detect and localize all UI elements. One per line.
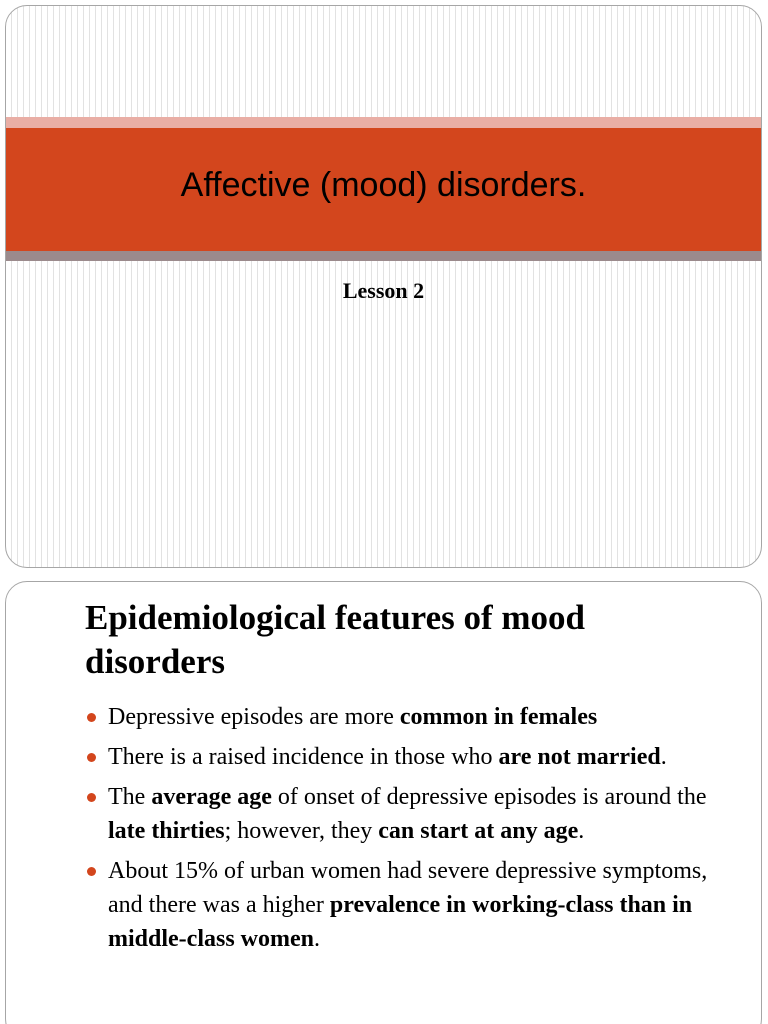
bullet-text: The — [108, 784, 152, 810]
bullet-item — [85, 780, 725, 848]
bullet-emphasis: can start at any age — [378, 818, 579, 844]
bullet-text: There is a raised incidence in those who — [108, 744, 499, 770]
bullet-emphasis: prevalence in working-class than in middle-class women — [108, 892, 693, 952]
bullet-emphasis: average age — [151, 784, 272, 810]
bullet-item — [85, 700, 725, 734]
bullet-emphasis: common in females — [399, 704, 598, 730]
content-slide — [5, 581, 762, 1024]
bullet-text: ; however, they — [224, 818, 379, 844]
bullet-dot-icon — [87, 793, 96, 802]
bullet-text: Depressive episodes are more — [108, 704, 400, 730]
bullet-text: . — [578, 818, 585, 844]
bullet-text: . — [314, 926, 320, 952]
title-slide — [5, 5, 762, 568]
bullet-list — [85, 700, 725, 962]
bullet-dot-icon — [87, 713, 96, 722]
title-band — [6, 128, 761, 251]
bullet-emphasis: late thirties — [108, 818, 225, 844]
bullet-text: . — [660, 744, 667, 770]
title-band-top-stripe — [6, 117, 761, 128]
slide-title: Affective (mood) disorders. — [180, 166, 587, 204]
bullet-dot-icon — [87, 753, 96, 762]
slide-subtitle: Lesson 2 — [342, 278, 425, 303]
bullet-dot-icon — [87, 867, 96, 876]
title-band-bottom-stripe — [6, 251, 761, 261]
bullet-item — [85, 854, 725, 956]
bullet-text: of onset of depressive episodes is around the — [271, 784, 707, 810]
bullet-text: About 15% of urban women had severe depressive symptoms, and there was a higher — [108, 858, 708, 918]
bullet-emphasis: are not married — [498, 744, 661, 770]
content-slide-title: Epidemiological features of mood disorders — [85, 598, 586, 681]
bullet-item — [85, 740, 725, 774]
